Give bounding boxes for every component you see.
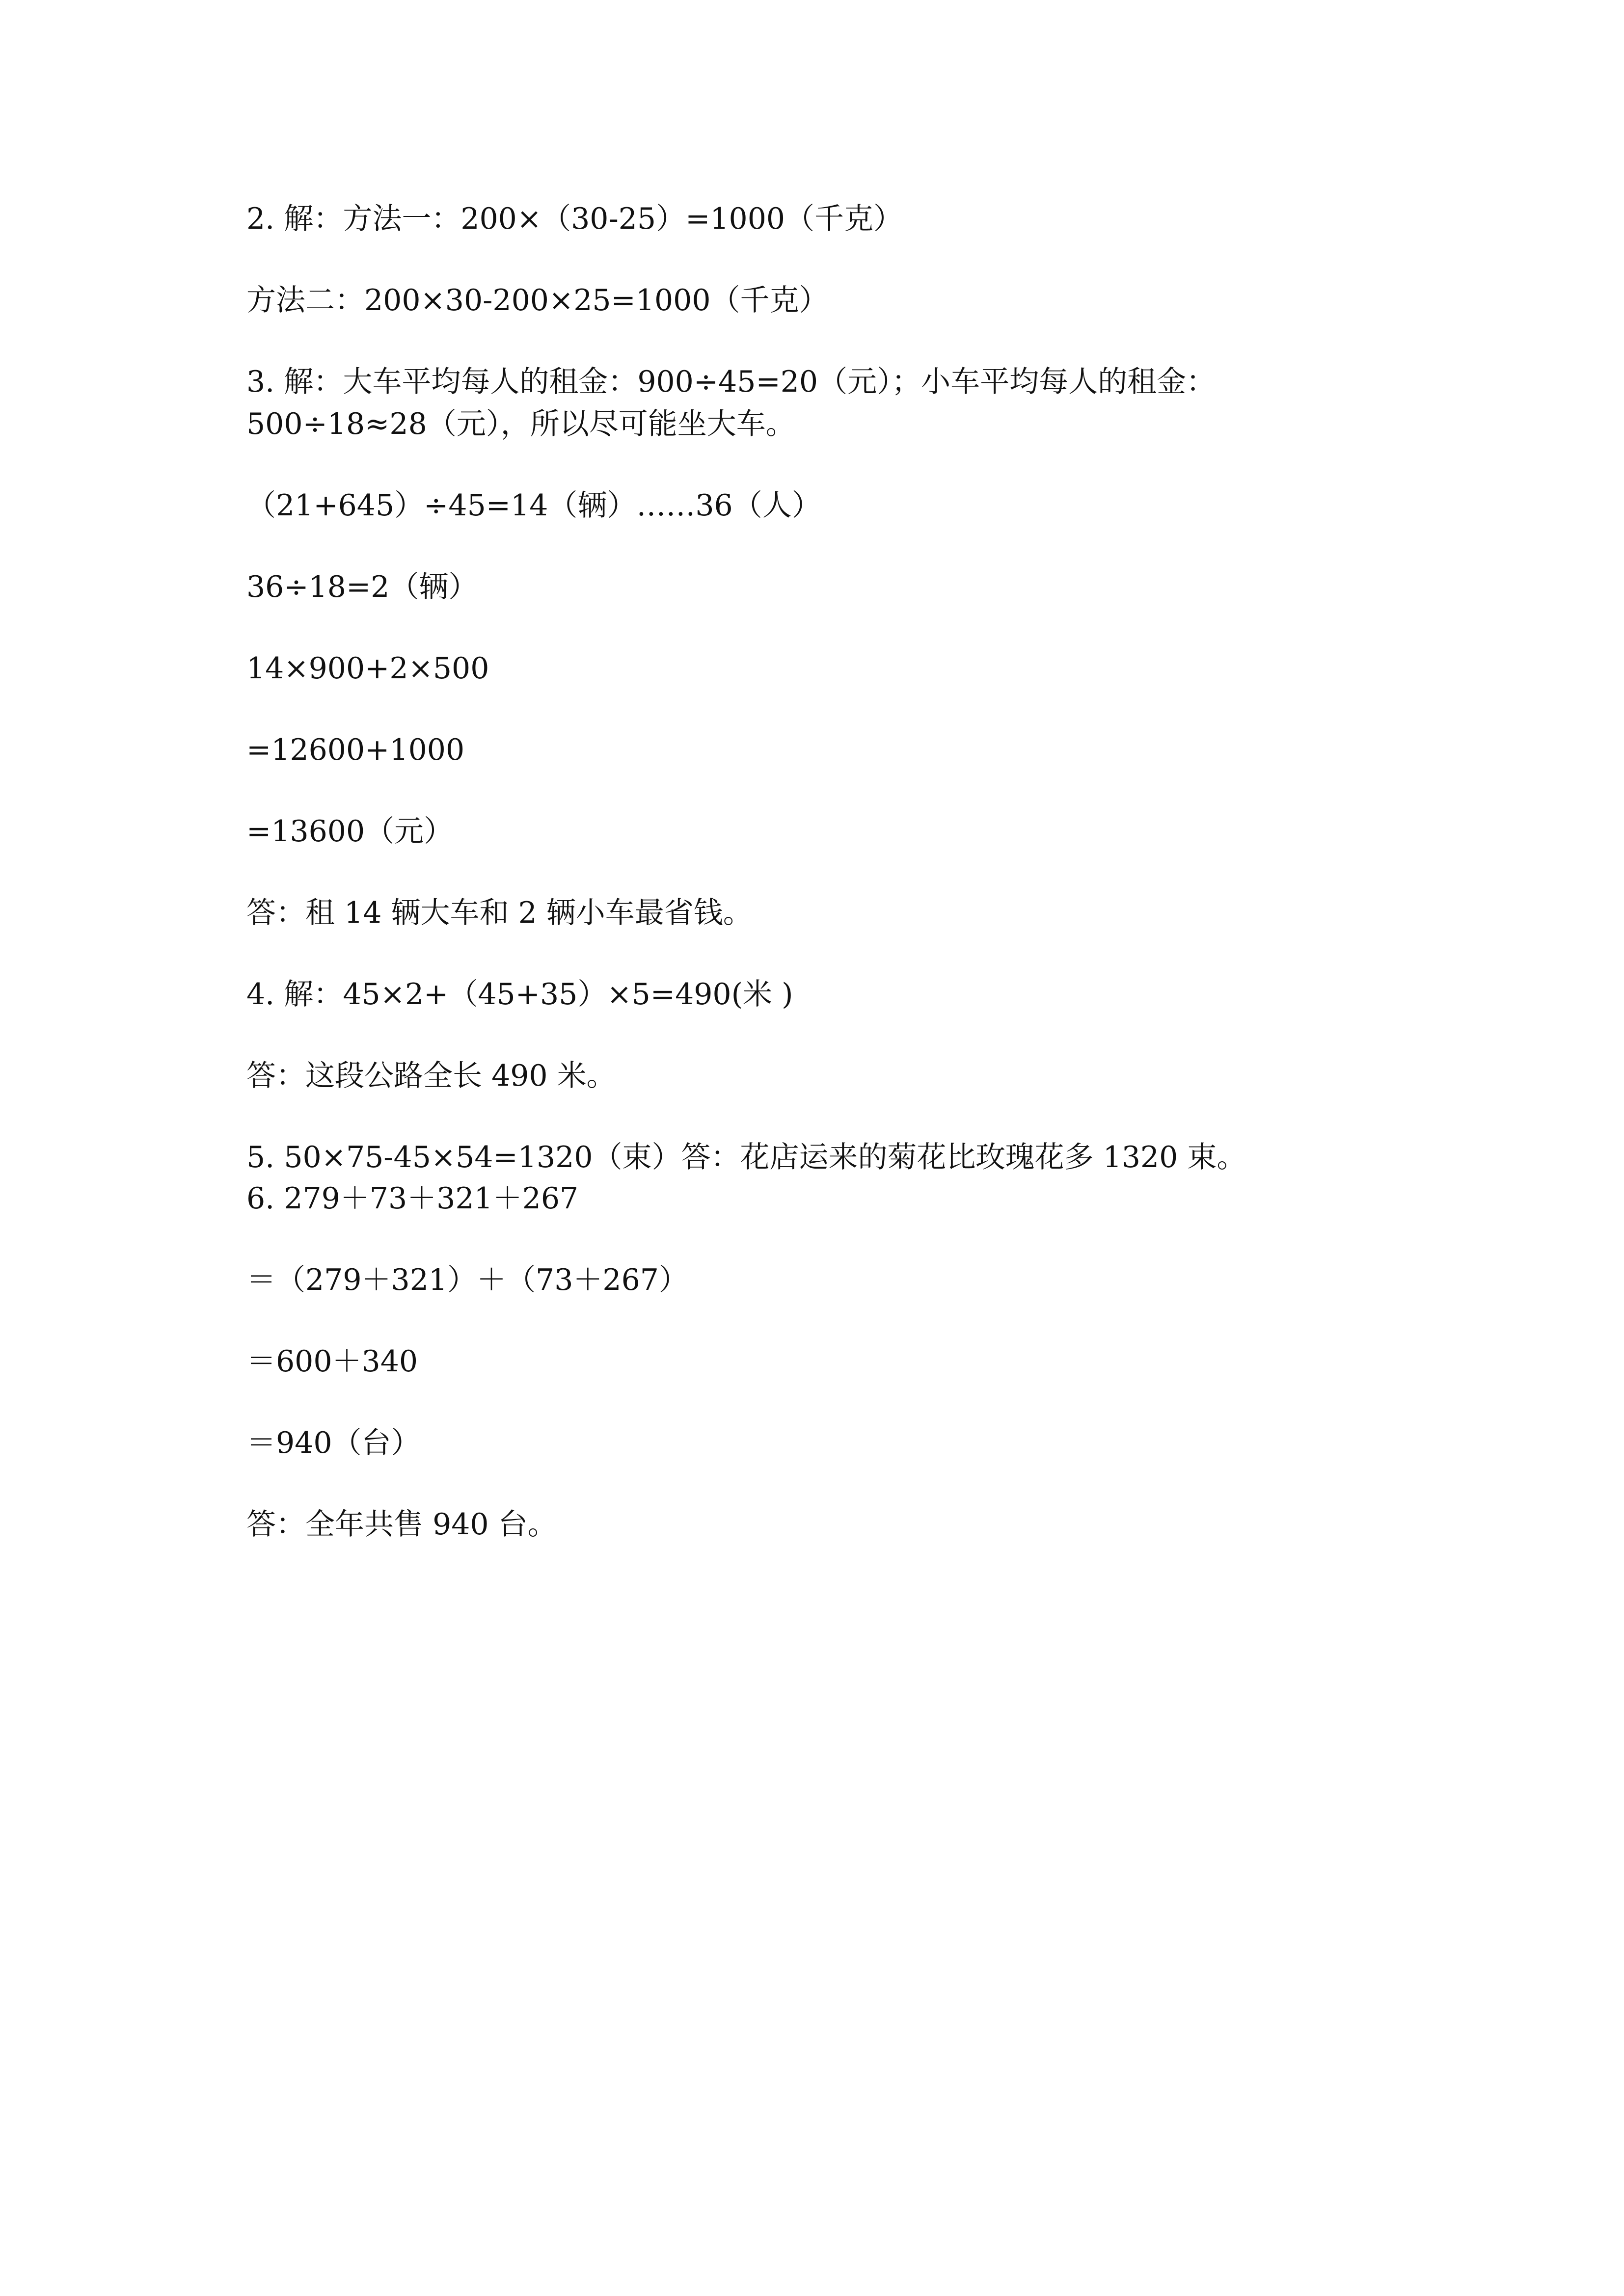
answer-3-step-4: =12600+1000 bbox=[246, 733, 465, 767]
answer-4-solution: 4. 解：45×2+（45+35）×5=490(米 ) bbox=[246, 977, 793, 1012]
answer-3-conclusion: 答：租 14 辆大车和 2 辆小车最省钱。 bbox=[246, 896, 753, 930]
answer-4-conclusion: 答：这段公路全长 490 米。 bbox=[246, 1059, 616, 1093]
answer-2-method-1: 2. 解：方法一：200×（30-25）=1000（千克） bbox=[246, 202, 903, 236]
answer-6-conclusion: 答：全年共售 940 台。 bbox=[246, 1507, 557, 1542]
answer-6-step-1: 6. 279＋73＋321＋267 bbox=[246, 1181, 579, 1216]
answer-5: 5. 50×75-45×54=1320（束）答：花店运来的菊花比玫瑰花多 1320 束。 bbox=[246, 1140, 1246, 1175]
answer-3-step-2: 36÷18=2（辆） bbox=[246, 570, 478, 604]
answer-3-step-5: =13600（元） bbox=[246, 814, 454, 849]
answer-3-line-2: 500÷18≈28（元），所以尽可能坐大车。 bbox=[246, 407, 795, 441]
answer-3-step-3: 14×900+2×500 bbox=[246, 651, 489, 686]
answer-6-step-4: ＝940（台） bbox=[246, 1426, 421, 1460]
answer-3-step-1: （21+645）÷45=14（辆）……36（人） bbox=[246, 488, 821, 523]
answer-2-method-2: 方法二：200×30-200×25=1000（千克） bbox=[246, 283, 829, 318]
answer-3-line-1: 3. 解：大车平均每人的租金：900÷45=20（元）；小车平均每人的租金： bbox=[246, 365, 1216, 399]
answer-6-step-2: ＝（279＋321）＋（73＋267） bbox=[246, 1263, 688, 1297]
answer-6-step-3: ＝600＋340 bbox=[246, 1344, 418, 1379]
